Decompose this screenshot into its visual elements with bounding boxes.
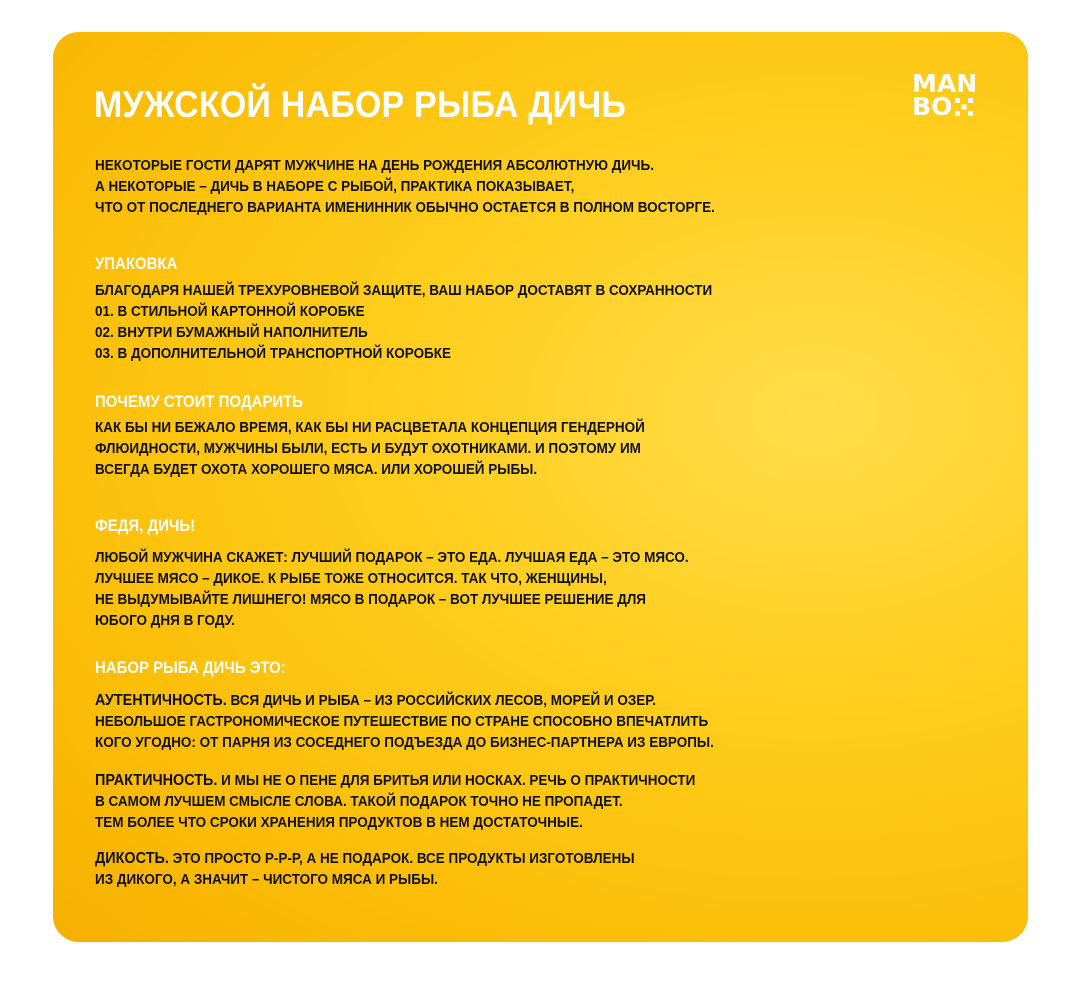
- packaging-line: БЛАГОДАРЯ НАШЕЙ ТРЕХУРОВНЕВОЙ ЗАЩИТЕ, ВАШ НАБОР ДОСТАВЯТ В СОХРАННОСТИ: [95, 283, 713, 299]
- why-heading: ПОЧЕМУ СТОИТ ПОДАРИТЬ: [95, 392, 303, 411]
- intro-paragraph: [95, 156, 715, 219]
- fedya-heading: ФЕДЯ, ДИЧЬ!: [95, 516, 196, 535]
- packaging-heading: УПАКОВКА: [95, 254, 178, 273]
- intro-line: А НЕКОТОРЫЕ – ДИЧЬ В НАБОРЕ С РЫБОЙ, ПРАКТИКА ПОКАЗЫВАЕТ,: [95, 179, 575, 195]
- practicality-keyword: ПРАКТИЧНОСТЬ.: [95, 772, 218, 789]
- why-paragraph: [95, 418, 645, 481]
- fedya-paragraph: [95, 548, 689, 632]
- fedya-line: ЮБОГО ДНЯ В ГОДУ.: [95, 613, 236, 629]
- logo-line-box: [912, 92, 982, 121]
- packaging-line: 02. ВНУТРИ БУМАЖНЫЙ НАПОЛНИТЕЛЬ: [95, 325, 368, 341]
- logo-line-man: MAN: [912, 69, 978, 98]
- why-line: КАК БЫ НИ БЕЖАЛО ВРЕМЯ, КАК БЫ НИ РАСЦВЕТАЛА КОНЦЕПЦИЯ ГЕНДЕРНОЙ: [95, 420, 645, 436]
- wildness-line: ИЗ ДИКОГО, А ЗНАЧИТ – ЧИСТОГО МЯСА И РЫБЫ.: [95, 872, 438, 888]
- authenticity-line: НЕБОЛЬШОЕ ГАСТРОНОМИЧЕСКОЕ ПУТЕШЕСТВИЕ ПО СТРАНЕ СПОСОБНО ВПЕЧАТЛИТЬ: [95, 714, 709, 730]
- intro-line: НЕКОТОРЫЕ ГОСТИ ДАРЯТ МУЖЧИНЕ НА ДЕНЬ РОЖДЕНИЯ АБСОЛЮТНУЮ ДИЧЬ.: [95, 158, 654, 174]
- packaging-line: 03. В ДОПОЛНИТЕЛЬНОЙ ТРАНСПОРТНОЙ КОРОБКЕ: [95, 346, 451, 362]
- practicality-line: [95, 770, 695, 792]
- authenticity-paragraph: [95, 690, 714, 754]
- page-title: МУЖСКОЙ НАБОР РЫБА ДИЧЬ: [94, 84, 627, 125]
- wildness-line: [95, 848, 635, 870]
- packaging-line: 01. В СТИЛЬНОЙ КАРТОННОЙ КОРОБКЕ: [95, 304, 365, 320]
- intro-line: ЧТО ОТ ПОСЛЕДНЕГО ВАРИАНТА ИМЕНИННИК ОБЫЧНО ОСТАЕТСЯ В ПОЛНОМ ВОСТОРГЕ.: [95, 200, 715, 216]
- fedya-line: ЛУЧШЕЕ МЯСО – ДИКОЕ. К РЫБЕ ТОЖЕ ОТНОСИТСЯ. ТАК ЧТО, ЖЕНЩИНЫ,: [95, 571, 607, 587]
- fedya-line: ЛЮБОЙ МУЖЧИНА СКАЖЕТ: ЛУЧШИЙ ПОДАРОК – ЭТО ЕДА. ЛУЧШАЯ ЕДА – ЭТО МЯСО.: [95, 550, 689, 566]
- practicality-paragraph: [95, 770, 695, 834]
- manbox-logo: [912, 69, 982, 121]
- wildness-text: ЭТО ПРОСТО Р-Р-Р, А НЕ ПОДАРОК. ВСЕ ПРОДУКТЫ ИЗГОТОВЛЕНЫ: [168, 851, 635, 867]
- why-line: ФЛЮИДНОСТИ, МУЖЧИНЫ БЫЛИ, ЕСТЬ И БУДУТ ОХОТНИКАМИ. И ПОЭТОМУ ИМ: [95, 441, 641, 457]
- wildness-paragraph: [95, 848, 635, 891]
- authenticity-line: [95, 690, 714, 712]
- logo-line-bo-text: BO: [912, 92, 953, 121]
- practicality-line: В САМОМ ЛУЧШЕМ СМЫСЛЕ СЛОВА. ТАКОЙ ПОДАРОК ТОЧНО НЕ ПРОПАДЕТ.: [95, 794, 623, 810]
- set-heading: НАБОР РЫБА ДИЧЬ ЭТО:: [95, 658, 286, 677]
- practicality-line: ТЕМ БОЛЕЕ ЧТО СРОКИ ХРАНЕНИЯ ПРОДУКТОВ В НЕМ ДОСТАТОЧНЫЕ.: [95, 815, 583, 831]
- practicality-text: И МЫ НЕ О ПЕНЕ ДЛЯ БРИТЬЯ ИЛИ НОСКАХ. РЕЧЬ О ПРАКТИЧНОСТИ: [217, 773, 696, 789]
- authenticity-line: КОГО УГОДНО: ОТ ПАРНЯ ИЗ СОСЕДНЕГО ПОДЪЕЗДА ДО БИЗНЕС-ПАРТНЕРА ИЗ ЕВРОПЫ.: [95, 735, 714, 751]
- fedya-line: НЕ ВЫДУМЫВАЙТЕ ЛИШНЕГО! МЯСО В ПОДАРОК – ВОТ ЛУЧШЕЕ РЕШЕНИЕ ДЛЯ: [95, 592, 647, 608]
- logo-x-icon: [954, 97, 974, 117]
- authenticity-text: ВСЯ ДИЧЬ И РЫБА – ИЗ РОССИЙСКИХ ЛЕСОВ, МОРЕЙ И ОЗЕР.: [226, 693, 656, 709]
- why-line: ВСЕГДА БУДЕТ ОХОТА ХОРОШЕГО МЯСА. ИЛИ ХОРОШЕЙ РЫБЫ.: [95, 462, 538, 478]
- packaging-paragraph: [95, 281, 712, 365]
- wildness-keyword: ДИКОСТЬ.: [95, 850, 169, 867]
- authenticity-keyword: АУТЕНТИЧНОСТЬ.: [95, 692, 227, 709]
